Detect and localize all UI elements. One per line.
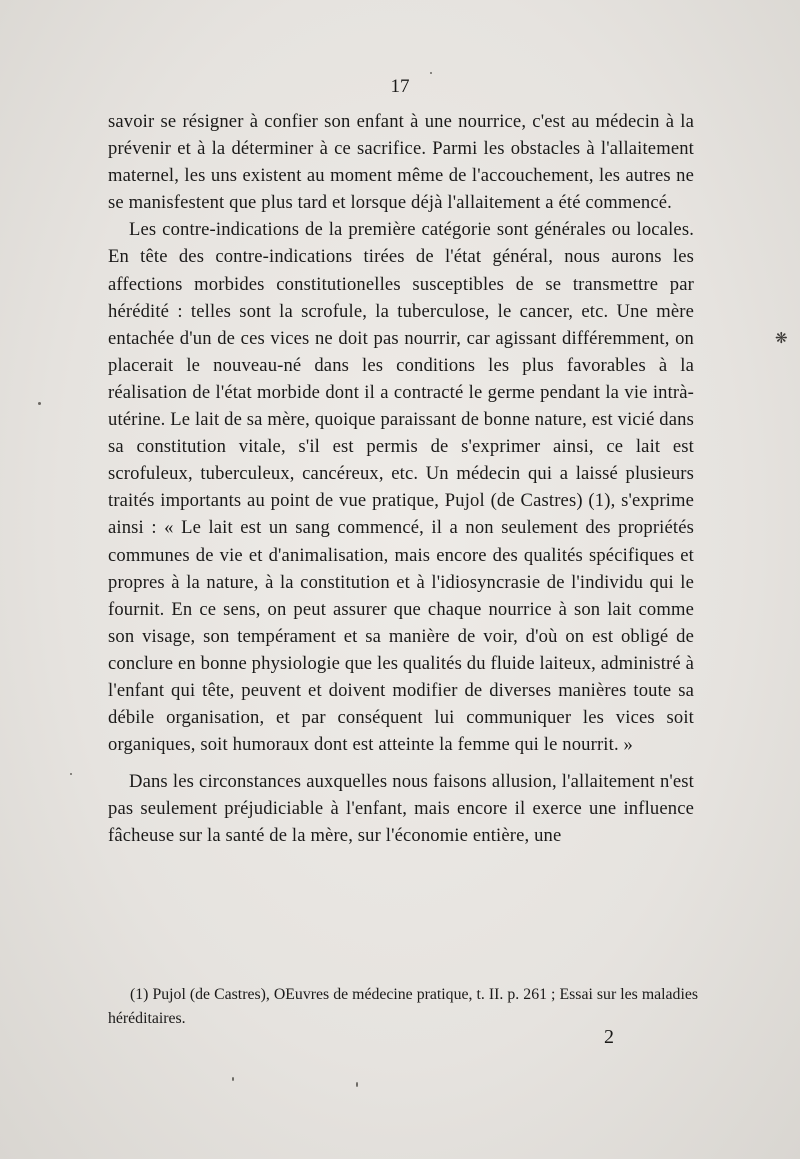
paragraph-continuation: savoir se résigner à confier son enfant à une nourrice, c'est au médecin à la prévenir et à la déterminer à ce sacrifice. Parmi les obstacles à l'allaitement maternel, les uns existent au moment même de l'accouchement, les autres ne se manisfestent que plus tard et lorsque déjà l'allaitement a été commencé.: [108, 111, 694, 214]
paper-speck: [232, 1077, 234, 1081]
paragraph-contre-indications: Les contre-indications de la première catégorie sont générales ou locales. En tête des contre-indications tirées de l'état général, nous aurons les affections morbides constitutionelles susceptibles de se transmettre par hérédité : telles sont la scrofule, la tuberculose, le cancer, etc. Une mère entachée d'un de ces vices ne doit pas nourrir, car agissant différemment, on placerait le nouveau-né dans les conditions les plus favorables à la réalisation de l'état morbide dont il a contracté le germe pendant la vie intrà-utérine. Le lait de sa mère, quoique paraissant de bonne nature, est vicié dans sa constitution vitale, s'il est permis de s'exprimer ainsi, ce lait est scrofuleux, tuberculeux, cancéreux, etc. Un médecin qui a laissé plusieurs traités importants au point de vue pratique, Pujol (de Castres) (1), s'exprime ainsi : « Le lait est un sang commencé, il a non seulement des propriétés communes de vie et d'animalisation, mais encore des qualités spécifiques et propres à la nature, à la constitution et à l'idiosyncrasie de l'individu qui le fournit. En ce sens, on peut assurer que chaque nourrice à son lait comme son visage, son tempérament et sa manière de voir, d'où on est obligé de conclure en bonne physiologie que les qualités du fluide laiteux, administré à l'enfant qui tête, peuvent et doivent modifier de diverses manières toute sa débile organisation, et par conséquent lui communiquer les vices soit organiques, soit humoraux dont est atteinte la femme qui le nourrit. »: [108, 219, 694, 756]
paper-speck: [430, 72, 432, 74]
paper-speck: [38, 402, 41, 405]
ornament-icon: ❋: [775, 331, 788, 347]
page-number: 17: [390, 76, 410, 97]
paper-speck: [356, 1082, 358, 1087]
paper-speck: [70, 773, 72, 775]
footnote: (1) Pujol (de Castres), OEuvres de médecine pratique, t. II. p. 261 ; Essai sur les maladies héréditaires.: [108, 986, 698, 1027]
paragraph-circonstances: Dans les circonstances auxquelles nous faisons allusion, l'allaitement n'est pas seulement préjudiciable à l'enfant, mais encore il exerce une influence fâcheuse sur la santé de la mère, sur l'économie entière, une: [108, 771, 694, 847]
body-text: [108, 108, 694, 850]
signature-mark: 2: [604, 1026, 614, 1048]
